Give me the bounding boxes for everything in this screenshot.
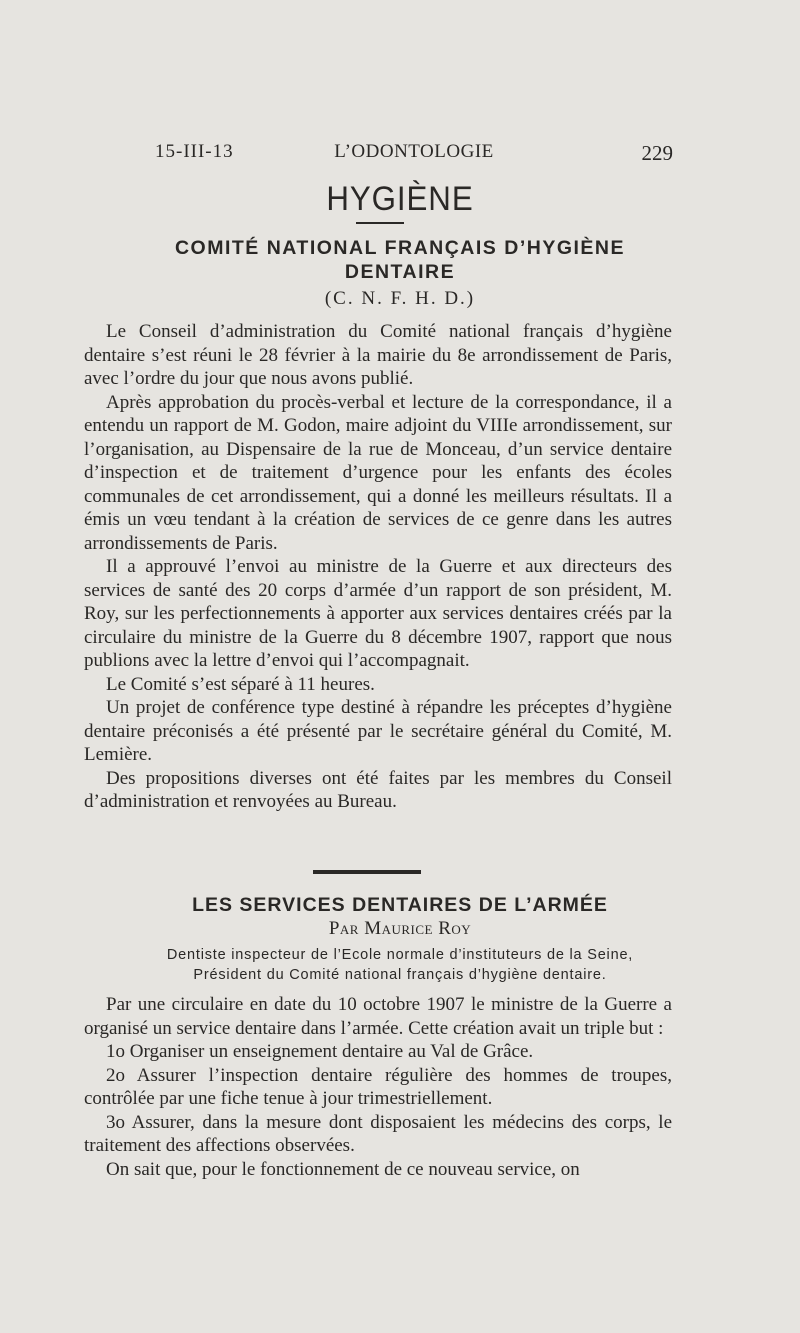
paragraph: 2o Assurer l’inspection dentaire régulière des hommes de troupes, contrôlée par une fiche tenue à jour trimestriellement.: [84, 1064, 672, 1109]
section-divider: [313, 870, 421, 874]
paragraph: Le Conseil d’administration du Comité national français d’hygiène dentaire s’est réuni le 28 février à la mairie du 8e arrondissement de Paris, avec l’ordre du jour que nous avons publié.: [84, 321, 672, 389]
title-rule: [356, 222, 404, 224]
article1-title-line1: COMITÉ NATIONAL FRANÇAIS D’HYGIÈNE: [174, 237, 626, 259]
paragraph: Des propositions diverses ont été faites par les membres du Conseil d’administration et renvoyées au Bureau.: [84, 767, 672, 812]
affiliation-line2: Président du Comité national français d’hygiène dentaire.: [193, 967, 607, 983]
article2-affiliation: [0, 945, 800, 985]
page-number: 229: [641, 141, 673, 165]
article1-title-line2: DENTAIRE: [344, 261, 456, 283]
running-header: [155, 141, 673, 169]
article1-body: [84, 320, 672, 814]
article1-abbreviation: (C. N. F. H. D.): [324, 288, 476, 309]
section-title: HYGIÈNE: [326, 180, 474, 218]
paragraph: Il a approuvé l’envoi au ministre de la Guerre et aux directeurs des services de santé des 20 corps d’armée d’un rapport de son président, M. Roy, sur les perfectionnements à apporter aux services dentaires créés par la circulaire du ministre de la Guerre du 8 décembre 1907, rapport que nous publions avec la lettre d’envoi qui l’accompagnait.: [84, 556, 672, 671]
article2-body: [84, 993, 672, 1181]
paragraph: Par une circulaire en date du 10 octobre 1907 le ministre de la Guerre a organisé un service dentaire dans l’armée. Cette création avait un triple but :: [84, 994, 672, 1039]
paragraph: On sait que, pour le fonctionnement de ce nouveau service, on: [106, 1158, 580, 1180]
paragraph: Un projet de conférence type destiné à répandre les préceptes d’hygiène dentaire préconisés a été présenté par le secrétaire général du Comité, M. Lemière.: [84, 697, 672, 765]
paragraph: Après approbation du procès-verbal et lecture de la correspondance, il a entendu un rapport de M. Godon, maire adjoint du VIIIe arrondissement, sur l’organisation, au Dispensaire de la rue de Monceau, d’un service dentaire d’inspection et de traitement d’urgence pour les enfants des écoles communales de cet arrondissement, qui a donné les meilleurs résultats. Il a émis un vœu tendant à la création de services de ce genre dans les autres arrondissements de Paris.: [84, 391, 672, 554]
article2-title: LES SERVICES DENTAIRES DE L’ARMÉE: [192, 894, 608, 916]
paragraph: 3o Assurer, dans la mesure dont disposaient les médecins des corps, le traitement des affections observées.: [84, 1111, 672, 1156]
paragraph: 1o Organiser un enseignement dentaire au Val de Grâce.: [106, 1041, 534, 1062]
issue-date: 15-III-13: [155, 141, 234, 162]
affiliation-line1: Dentiste inspecteur de l’Ecole normale d’instituteurs de la Seine,: [166, 947, 634, 963]
article2-author: Par Maurice Roy: [328, 918, 472, 939]
paragraph: Le Comité s’est séparé à 11 heures.: [106, 673, 375, 695]
journal-title: L’ODONTOLOGIE: [334, 141, 494, 162]
article1-title: [80, 236, 720, 284]
